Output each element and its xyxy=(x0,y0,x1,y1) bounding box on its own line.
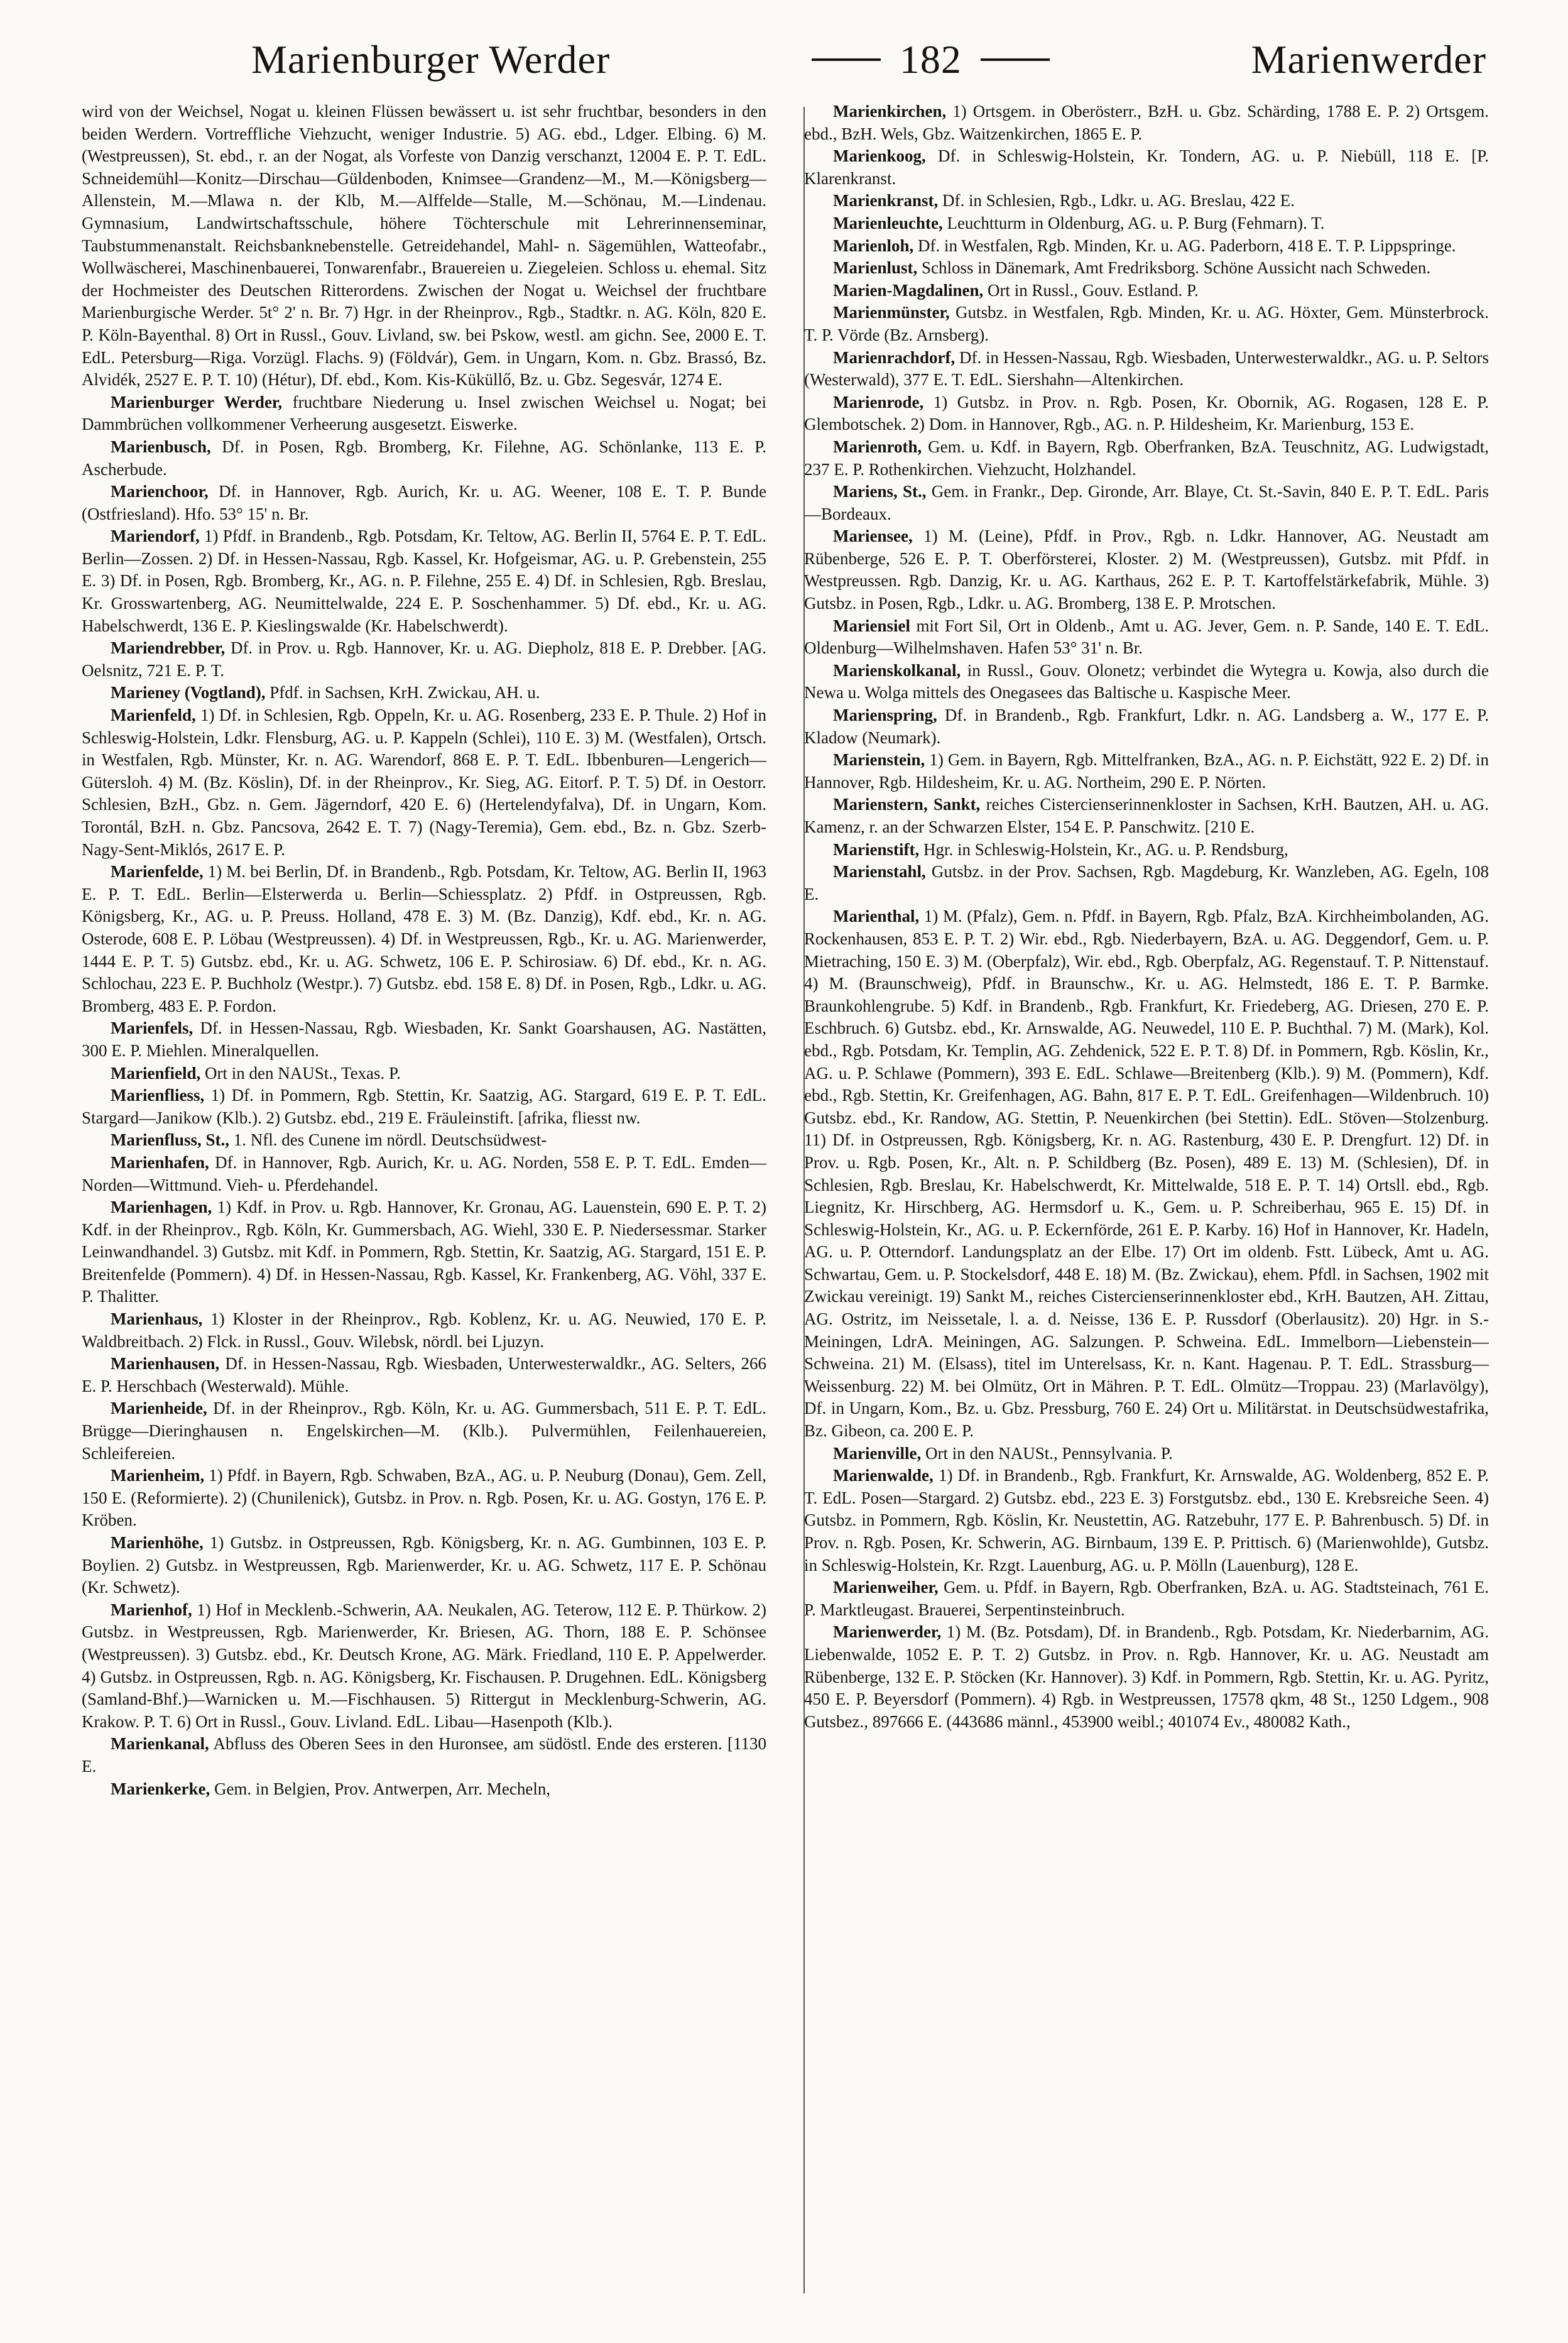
entry-text: 1) M. bei Berlin, Df. in Brandenb., Rgb. Potsdam, Kr. Teltow, AG. Berlin II, 1963 E. P. T. EdL. Berlin—Elsterwerda u. Berlin—Schiessplatz. 2) Pfdf. in Ostpreussen, Rgb. Königsberg, Kr., AG. u. P. Preuss. Holland, 478 E. 3) M. (Bz. Danzig), Kdf. ebd., Kr. n. AG. Osterode, 608 E. P. Löbau (Westpreussen). 4) Df. in Westpreussen, Rgb., Kr. u. AG. Marienwerder, 1444 E. P. T. 5) Gutsbz. ebd., Kr. u. AG. Schwetz, 106 E. P. Schirosiaw. 6) Df. ebd., Kr. n. AG. Schlochau, 223 E. P. Buchholz (Westpr.). 7) Gutsbz. ebd. 158 E. 8) Df. in Posen, Rgb., Ldkr. u. AG. Bromberg, 483 E. P. Fordon. xyxy=(82,862,766,1015)
entry-headword: Marienkerke, xyxy=(111,1779,210,1798)
entry-headword: Marienhagen, xyxy=(111,1198,212,1217)
entry-text: Leuchtturm in Oldenburg, AG. u. P. Burg (Fehmarn). T. xyxy=(942,213,1325,232)
entry-headword: Marienchoor, xyxy=(111,482,209,501)
entry-headword: Mariensee, xyxy=(833,527,913,546)
dictionary-entry xyxy=(804,235,1489,258)
dictionary-entry xyxy=(82,1397,766,1465)
entry-headword: Marienbusch, xyxy=(111,437,211,456)
entry-headword: Marienloh, xyxy=(833,236,914,255)
entry-text: in Russl., Gouv. Olonetz; verbindet die Wytegra u. Kowja, also durch die Newa u. Wolga mittels des Onegasees das Baltische u. Kaspische Meer. xyxy=(804,660,1489,702)
header-dash-left xyxy=(812,58,881,61)
dictionary-entry xyxy=(804,347,1489,391)
entry-text: Df. in Hessen-Nassau, Rgb. Wiesbaden, Unterwesterwaldkr., AG. u. P. Seltors (Westerwald), 377 E. T. EdL. Siershahn—Altenkirchen. xyxy=(804,347,1489,390)
entry-headword: Marienhaus, xyxy=(111,1309,203,1329)
header-page-number-group xyxy=(793,36,1069,83)
entry-text: Gem. in Belgien, Prov. Antwerpen, Arr. Mecheln, xyxy=(210,1779,551,1798)
right-column xyxy=(804,101,1489,2300)
entry-text: Df. in der Rheinprov., Rgb. Köln, Kr. u. AG. Gummersbach, 511 E. P. T. EdL. Brügge—Dieringhausen n. Engelskirchen—M. (Klb.). Pulvermühlen, Feilenhauereien, Schleifereien. xyxy=(82,1399,766,1463)
entry-text: Gutsbz. in Westfalen, Rgb. Minden, Kr. u. AG. Höxter, Gem. Münsterbrock. T. P. Vörde (Bz. Arnsberg). xyxy=(804,303,1489,344)
entry-text: wird von der Weichsel, Nogat u. kleinen Flüssen bewässert u. ist sehr fruchtbar, besonders in den beiden Werdern. Vortreffliche Viehzucht, weniger Industrie. 5) AG. ebd., Ldger. Elbing. 6) M. (Westpreussen), St. ebd., r. an der Nogat, als Vorfeste von Danzig verschanzt, 12004 E. P. T. EdL. Schneidemühl—Konitz—Dirschau—Güldenboden, Knimsee—Grandenz—M., M.—Königsberg—Allenstein, M.—Mlawa n. der Klb, M.—Alffelde—Stalle, M.—Schönau, M.—Lindenau. Gymnasium, Landwirtschaftsschule, höhere Töchterschule mit Lehrerinnenseminar, Taubstummenanstalt. Reichsbanknebenstelle. Getreidehandel, Mahl- n. Sägemühlen, Watteofabr., Wollwäscherei, Maschinenbauerei, Tonwarenfabr., Brauereien u. Ziegeleien. Schloss u. ehemal. Sitz der Hochmeister des Deutschen Ritterordens. Zwischen der Nogat u. Weichsel der fruchtbare Marienburgische Werder. 5t° 2' n. Br. 7) Hgr. in der Rheinprov., Rgb., Stadtkr. n. AG. Köln, 820 E. P. Köln-Bayenthal. 8) Ort in Russl., Gouv. Livland, sw. bei Pskow, westl. am gichn. See, 2000 E. T. EdL. Petersburg—Riga. Vorzügl. Flachs. 9) (Földvár), Gem. in Ungarn, Kom. n. Gbz. Brassó, Bz. Alvidék, 2527 E. P. T. 10) (Hétur), Df. ebd., Kom. Kis-Küküllő, Bz. u. Gbz. Segesvár, 1274 E. xyxy=(82,102,766,390)
page-header xyxy=(251,25,1486,94)
entry-text: 1) Hof in Mecklenb.-Schwerin, AA. Neukalen, AG. Teterow, 112 E. P. Thürkow. 2) Gutsbz. in Westpreussen, Rgb. Marienwerder, Kr. Briesen, AG. Thorn, 188 E. P. Schönsee (Westpreussen). 3) Gutsbz. ebd., Kr. Deutsch Krone, AG. Märk. Friedland, 110 E. P. Appelwerder. 4) Gutsbz. in Ostpreussen, Rgb. n. AG. Königsberg, Kr. Fischausen. P. Drugehnen. EdL. Königsberg (Samland-Bhf.)—Warnicken u. M.—Fischhausen. 5) Rittergut in Mecklenburg-Schwerin, AG. Krakow. P. T. 6) Ort in Russl., Gouv. Livland. EdL. Libau—Hasenpoth (Klb.). xyxy=(82,1600,766,1731)
entry-text: Gem. u. Kdf. in Bayern, Rgb. Oberfranken, BzA. Teuschnitz, AG. Ludwigstadt, 237 E. P. Rothenkirchen. Viehzucht, Holzhandel. xyxy=(804,437,1489,479)
entry-text: 1) Df. in Pommern, Rgb. Stettin, Kr. Saatzig, AG. Stargard, 619 E. P. T. EdL. Stargard—Janikow (Klb.). 2) Gutsbz. ebd., 219 E. Fräuleinstift. [afrika, fliesst nw. xyxy=(82,1086,766,1127)
dictionary-entry xyxy=(804,1621,1489,1733)
dictionary-entry xyxy=(82,436,766,481)
dictionary-entry xyxy=(804,794,1489,838)
entry-headword: Marienkranst, xyxy=(833,191,939,210)
entry-text: reiches Cistercienserinnenkloster in Sachsen, KrH. Bautzen, AH. u. AG. Kamenz, r. an der Schwarzen Elster, 154 E. P. Panschwitz. [210 E. xyxy=(804,795,1489,836)
dictionary-entry xyxy=(82,637,766,682)
entry-text: Gutsbz. in der Prov. Sachsen, Rgb. Magdeburg, Kr. Wanzleben, AG. Egeln, 108 E. xyxy=(804,862,1489,904)
entry-text: Df. in Hannover, Rgb. Aurich, Kr. u. AG. Norden, 558 E. P. T. EdL. Emden—Norden—Wittmund. Vieh- u. Pferdehandel. xyxy=(82,1152,766,1194)
entry-headword: Marienroth, xyxy=(833,437,922,456)
entry-headword: Marienskolkanal, xyxy=(833,660,961,680)
dictionary-entry xyxy=(82,1733,766,1778)
entry-text: Df. in Brandenb., Rgb. Frankfurt, Ldkr. n. AG. Landsberg a. W., 177 E. P. Kladow (Neumark). xyxy=(804,706,1489,747)
dictionary-entry xyxy=(82,391,766,436)
entry-headword: Marienkanal, xyxy=(111,1734,209,1754)
dictionary-entry xyxy=(82,1778,766,1801)
dictionary-entry xyxy=(804,660,1489,704)
entry-headword: Marienfelde, xyxy=(111,862,204,882)
entry-headword: Marienfluss, St., xyxy=(111,1130,229,1150)
entry-text: Schloss in Dänemark, Amt Fredriksborg. Schöne Aussicht nach Schweden. xyxy=(917,258,1431,278)
entry-headword: Marienhausen, xyxy=(111,1354,220,1374)
dictionary-entry xyxy=(82,481,766,525)
entry-headword: Marienfield, xyxy=(111,1063,201,1083)
dictionary-entry xyxy=(82,1196,766,1308)
entry-headword: Marienfliess, xyxy=(111,1086,205,1105)
entry-text: 1) Gutsbz. in Ostpreussen, Rgb. Königsberg, Kr. n. AG. Gumbinnen, 103 E. P. Boylien. 2) Gutsbz. in Westpreussen, Rgb. Marienwerder, Kr. u. AG. Schwetz, 117 E. P. Schönau (Kr. Schwetz). xyxy=(82,1533,766,1597)
entry-text: Hgr. in Schleswig-Holstein, Kr., AG. u. P. Rendsburg, xyxy=(919,839,1288,859)
dictionary-entry xyxy=(82,1152,766,1196)
header-right-title: Marienwerder xyxy=(1251,37,1486,82)
entry-headword: Mariens, St., xyxy=(833,482,927,501)
entry-headword: Marienstein, xyxy=(833,750,925,770)
entry-text: Df. in Schlesien, Rgb., Ldkr. u. AG. Breslau, 422 E. xyxy=(938,191,1295,210)
entry-text: 1) Df. in Brandenb., Rgb. Frankfurt, Kr. Arnswalde, AG. Woldenberg, 852 E. P. T. EdL. Posen—Stargard. 2) Gutsbz. ebd., 223 E. 3) Forstgutsbz. ebd., 130 E. Krebsreiche Seen. 4) Gutsbz. in Pommern, Rgb. Köslin, Kr. Neustettin, AG. Ratzebuhr, 177 E. P. Bahrenbusch. 5) Df. in Prov. n. Rgb. Posen, Kr. Schwerin, AG. Birnbaum, 139 E. P. Prittisch. 6) (Marienwohlde), Gutsbz. in Schleswig-Holstein, Kr. Rzgt. Lauenburg, AG. u. P. Mölln (Lauenburg), 128 E. xyxy=(804,1466,1489,1575)
entry-headword: Marienstahl, xyxy=(833,862,926,882)
entry-headword: Marienstern, Sankt, xyxy=(833,795,981,814)
dictionary-entry xyxy=(804,1576,1489,1621)
header-dash-right xyxy=(981,58,1050,61)
entry-text: 1) M. (Bz. Potsdam), Df. in Brandenb., Rgb. Potsdam, Kr. Niederbarnim, AG. Liebenwalde, 1052 E. P. T. 2) Gutsbz. in Prov. n. Rgb. Hannover, Kr. u. AG. Neustadt am Rübenberge, 132 E. P. Stöcken (Kr. Hannover). 3) Kdf. in Pommern, Rgb. Stettin, Kr. u. AG. Pyritz, 450 E. P. Beyersdorf (Pommern). 4) Rgb. in Westpreussen, 17578 qkm, 48 St., 1250 Ldgem., 908 Gutsbez., 897666 E. (443686 männl., 453900 weibl.; 401074 Ev., 480082 Kath., xyxy=(804,1622,1489,1731)
entry-text: 1) Gutsbz. in Prov. n. Rgb. Posen, Kr. Obornik, AG. Rogasen, 128 E. P. Glembotschek. 2) Dom. in Hannover, Rgb., AG. n. P. Hildesheim, Kr. Marienburg, 153 E. xyxy=(804,392,1489,434)
entry-text: Df. in Hessen-Nassau, Rgb. Wiesbaden, Unterwesterwaldkr., AG. Selters, 266 E. P. Herschbach (Westerwald). Mühle. xyxy=(82,1354,766,1395)
header-left-title: Marienburger Werder xyxy=(251,37,611,82)
entry-text: 1) M. (Pfalz), Gem. n. Pfdf. in Bayern, Rgb. Pfalz, BzA. Kirchheimbolanden, AG. Rockenhausen, 853 E. P. T. 2) Wir. ebd., Rgb. Niederbayern, BzA. u. AG. Deggendorf, Gem. u. P. Mietraching, 150 E. 3) M. (Oberpfalz), Wir. ebd., Rgb. Oberpfalz, AG. Regenstauf. T. P. Nittenstauf. 4) M. (Braunschweig), Pfdf. in Braunschw., Kr. u. AG. Helmstedt, 186 E. T. P. Barmke. Braunkohlengrube. 5) Kdf. in Brandenb., Rgb. Frankfurt, Kr. Friedeberg, AG. Driesen, 270 E. P. Eschbruch. 6) Gutsbz. ebd., Kr. Arnswalde, AG. Neuwedel, 110 E. P. Buchthal. 7) M. (Mark), Kol. ebd., Rgb. Potsdam, Kr. Templin, AG. Zehdenick, 522 E. P. T. 8) Df. in Pommern, Rgb. Köslin, Kr., AG. u. P. Schlawe (Pommern), 393 E. EdL. Schlawe—Breitenberg (Klb.). 9) M. (Pommern), Kdf. ebd., Rgb. Stettin, Kr. Greifenhagen, AG. Bahn, 817 E. P. T. EdL. Greifenhagen—Wildenbruch. 10) Gutsbz. ebd., Kr. Randow, AG. Stettin, P. Neuenkirchen (bei Stettin). EdL. Stöven—Stolzenburg. 11) Df. in Ostpreussen, Rgb. Königsberg, Kr. n. AG. Rastenburg, 430 E. P. Drengfurt. 12) Df. in Prov. u. Rgb. Posen, Kr., Alt. n. P. Schildberg (Bz. Posen), 489 E. 13) M. (Schlesien), Df. in Schlesien, Rgb. Breslau, Kr. Habelschwerdt, Kr. Mittelwalde, 518 E. P. T. 14) Ortsll. ebd., Rgb. Liegnitz, Kr. Hirschberg, AG. Hermsdorf u. K., Gem. u. P. Schreiberhau, 965 E. 15) Df. in Schleswig-Holstein, Kr., AG. u. P. Eckernförde, 261 E. P. Karby. 16) Hof in Hannover, Kr. Hadeln, AG. u. P. Otterndorf. Landungsplatz an der Elbe. 17) Ort im oldenb. Fstt. Lübeck, Amt u. AG. Schwartau, Gem. u. P. Stockelsdorf, 448 E. 18) M. (Bz. Zwickau), ehem. Pfdl. in Sachsen, 1902 mit Zwickau vereinigt. 19) Sankt M., reiches Cistercienserinnenkloster ebd., KrH. Bautzen, AH. Zittau, AG. Ostritz, im Neissetale, l. a. d. Neisse, 136 E. P. Russdorf (Oberlausitz). 20) Hgr. in S.-Meiningen, LdrA. Meiningen, AG. Salzungen. P. Schweina. EdL. Immelborn—Liebenstein—Schweina. 21) M. (Elsass), titel im Unterelsass, Kr. n. Kant. Hagenau. P. T. EdL. Strassburg—Weissenburg. 22) M. bei Olmütz, Ort in Mähren. P. T. EdL. Olmütz—Troppau. 23) (Marlavölgy), Df. in Ungarn, Kom., Bz. u. Gbz. Pressburg, 760 E. 24) Ort u. Militärstat. in Deutschsüdwestafrika, Bz. Gibeon, ca. 200 E. P. xyxy=(804,907,1489,1441)
dictionary-entry xyxy=(82,1084,766,1129)
entry-text: Df. in Hessen-Nassau, Rgb. Wiesbaden, Kr. Sankt Goarshausen, AG. Nastätten, 300 E. P. Miehlen. Mineralquellen. xyxy=(82,1019,766,1060)
dictionary-entry xyxy=(82,682,766,704)
dictionary-entry xyxy=(804,101,1489,145)
entry-text: mit Fort Sil, Ort in Oldenb., Amt u. AG. Jever, Gem. n. P. Sande, 140 E. T. EdL. Oldenburg—Wilhelmshaven. Hafen 53° 31' n. Br. xyxy=(804,616,1489,658)
entry-text: 1. Nfl. des Cunene im nördl. Deutschsüdwest- xyxy=(229,1130,547,1150)
entry-headword: Marienhafen, xyxy=(111,1152,209,1172)
dictionary-entry xyxy=(804,280,1489,302)
entry-text: Df. in Posen, Rgb. Bromberg, Kr. Filehne, AG. Schönlanke, 113 E. P. Ascherbude. xyxy=(82,437,766,479)
dictionary-entry xyxy=(804,302,1489,346)
entry-headword: Marienheim, xyxy=(111,1466,205,1485)
entry-text: 1) Df. in Schlesien, Rgb. Oppeln, Kr. u. AG. Rosenberg, 233 E. P. Thule. 2) Hof in Schleswig-Holstein, Ldkr. Flensburg, AG. u. P. Kappeln (Schlei), 110 E. 3) M. (Westfalen), Ortsch. in Westfalen, Rgb. Münster, Kr. n. AG. Warendorf, 868 E. P. T. EdL. Ibbenburen—Lengerich—Gütersloh. 4) M. (Bz. Köslin), Df. in der Rheinprov., Kr. Sieg, AG. Eitorf. P. T. 5) Df. in Oestorr. Schlesien, BzH., Gbz. n. Gem. Jägerndorf, 420 E. 6) (Hertelendyfalva), Df. in Ungarn, Kom. Torontál, BzH. n. Gbz. Pancsova, 2642 E. T. 7) (Nagy-Teremia), Gem. ebd., Bz. n. Gbz. Szerb-Nagy-Sent-Miklós, 2617 E. P. xyxy=(82,706,766,859)
entry-headword: Marienhöhe, xyxy=(111,1533,204,1552)
dictionary-entry xyxy=(82,1017,766,1062)
entry-headword: Marienheide, xyxy=(111,1399,207,1418)
entry-text: Gem. u. Pfdf. in Bayern, Rgb. Oberfranken, BzA. u. AG. Stadtsteinach, 761 E. P. Marktleugast. Brauerei, Serpentinsteinbruch. xyxy=(804,1578,1489,1619)
dictionary-entry xyxy=(804,190,1489,212)
dictionary-entry xyxy=(82,1353,766,1397)
entry-headword: Marienspring, xyxy=(833,706,937,725)
entry-text: Ort in den NAUSt., Texas. P. xyxy=(200,1063,401,1083)
dictionary-entry xyxy=(804,905,1489,1442)
dictionary-entry xyxy=(804,1465,1489,1576)
dictionary-entry xyxy=(804,257,1489,280)
entry-headword: Marienthal, xyxy=(833,907,920,926)
entry-text: Ort in den NAUSt., Pennsylvania. P. xyxy=(921,1443,1173,1463)
entry-headword: Marieney (Vogtland), xyxy=(111,683,266,702)
dictionary-entry xyxy=(804,391,1489,436)
dictionary-entry xyxy=(804,145,1489,190)
dictionary-entry xyxy=(82,704,766,861)
dictionary-entry xyxy=(82,101,766,391)
entry-headword: Marienlust, xyxy=(833,258,918,278)
entry-headword: Marienkirchen, xyxy=(833,102,947,121)
dictionary-entry xyxy=(804,704,1489,749)
entry-headword: Marienville, xyxy=(833,1443,922,1463)
entry-headword: Marienfeld, xyxy=(111,706,196,725)
entry-text: Gem. in Frankr., Dep. Gironde, Arr. Blaye, Ct. St.-Savin, 840 E. P. T. EdL. Paris—Bordeaux. xyxy=(804,482,1489,523)
entry-text: Df. in Westfalen, Rgb. Minden, Kr. u. AG. Paderborn, 418 E. T. P. Lippspringe. xyxy=(913,236,1456,255)
entry-headword: Marienkoog, xyxy=(833,146,926,166)
page-number: 182 xyxy=(899,37,962,82)
dictionary-entry xyxy=(82,1465,766,1532)
dictionary-entry xyxy=(804,749,1489,794)
entry-text: 1) Kdf. in Prov. u. Rgb. Hannover, Kr. Gronau, AG. Lauenstein, 690 E. P. T. 2) Kdf. in der Rheinprov., Rgb. Köln, Kr. Gummersbach, AG. Wiehl, 330 E. P. Niedersessmar. Starker Leinwandhandel. 3) Gutsbz. mit Kdf. in Pommern, Rgb. Stettin, Kr. Saatzig, AG. Stargard, 151 E. P. Breitenfelde (Pommern). 4) Df. in Hessen-Nassau, Rgb. Kassel, Kr. Frankenberg, AG. Vöhl, 337 E. P. Thalitter. xyxy=(82,1198,766,1306)
entry-text: Df. in Hannover, Rgb. Aurich, Kr. u. AG. Weener, 108 E. T. P. Bunde (Ostfriesland). Hfo. 53° 15' n. Br. xyxy=(82,482,766,523)
entry-text: 1) Pfdf. in Bayern, Rgb. Schwaben, BzA., AG. u. P. Neuburg (Donau), Gem. Zell, 150 E. (Reformierte). 2) (Chunilenick), Gutsbz. in Prov. n. Rgb. Posen, Kr. u. AG. Gostyn, 176 E. P. Kröben. xyxy=(82,1466,766,1530)
dictionary-entry xyxy=(804,436,1489,481)
entry-headword: Marienweiher, xyxy=(833,1578,939,1597)
entry-headword: Marien-Magdalinen, xyxy=(833,280,984,300)
entry-text: Df. in Prov. u. Rgb. Hannover, Kr. u. AG. Diepholz, 818 E. P. Drebber. [AG. Oelsnitz, 721 E. P. T. xyxy=(82,638,766,680)
dictionary-entry xyxy=(804,861,1489,905)
dictionary-entry xyxy=(82,525,766,637)
entry-headword: Marienmünster, xyxy=(833,303,950,322)
entry-text: 1) Ortsgem. in Oberösterr., BzH. u. Gbz. Schärding, 1788 E. P. 2) Ortsgem. ebd., BzH. Wels, Gbz. Waitzenkirchen, 1865 E. P. xyxy=(804,102,1489,143)
entry-text: Pfdf. in Sachsen, KrH. Zwickau, AH. u. xyxy=(265,683,540,702)
dictionary-entry xyxy=(82,1308,766,1353)
dictionary-entry xyxy=(804,212,1489,235)
dictionary-entry xyxy=(82,1129,766,1152)
entry-headword: Mariendrebber, xyxy=(111,638,226,658)
entry-headword: Marienburger Werder, xyxy=(111,392,283,412)
dictionary-entry xyxy=(82,861,766,1017)
entry-text: Abfluss des Oberen Sees in den Huronsee, am südöstl. Ende des ersteren. [1130 E. xyxy=(82,1734,766,1776)
entry-headword: Marienwerder, xyxy=(833,1622,942,1642)
dictionary-entry xyxy=(804,1443,1489,1465)
left-column xyxy=(82,101,766,2300)
entry-headword: Marienfels, xyxy=(111,1019,193,1038)
entry-text: Ort in Russl., Gouv. Estland. P. xyxy=(983,280,1199,300)
entry-text: 1) Pfdf. in Brandenb., Rgb. Potsdam, Kr. Teltow, AG. Berlin II, 5764 E. P. T. EdL. Berlin—Zossen. 2) Df. in Hessen-Nassau, Rgb. Kassel, Kr. Hofgeismar, AG. u. P. Grebenstein, 255 E. 3) Df. in Posen, Rgb. Bromberg, Kr., AG. n. P. Filehne, 255 E. 4) Df. in Schlesien, Rgb. Breslau, Kr. Grosswartenberg, AG. Neumittelwalde, 224 E. P. Soschenhammer. 5) Df. ebd., Kr. u. AG. Habelschwerdt, 136 E. P. Kieslingswalde (Kr. Habelschwerdt). xyxy=(82,527,766,635)
entry-text: 1) M. (Leine), Pfdf. in Prov., Rgb. n. Ldkr. Hannover, AG. Neustadt am Rübenberge, 526 E. P. T. Oberförsterei, Kloster. 2) M. (Westpreussen), Gutsbz. mit Pfdf. in Westpreussen. Rgb. Danzig, Kr. u. AG. Karthaus, 262 E. P. T. Kartoffelstärkefabrik, Mühle. 3) Gutsbz. in Posen, Rgb., Ldkr. u. AG. Bromberg, 138 E. P. Mrotschen. xyxy=(804,527,1489,613)
entry-headword: Marienrode, xyxy=(833,392,924,412)
dictionary-entry xyxy=(804,525,1489,614)
entry-text: 1) Kloster in der Rheinprov., Rgb. Koblenz, Kr. u. AG. Neuwied, 170 E. P. Waldbreitbach. 2) Flck. in Russl., Gouv. Wilebsk, nördl. bei Ljuzyn. xyxy=(82,1309,766,1351)
dictionary-entry xyxy=(82,1599,766,1734)
entry-text: 1) Gem. in Bayern, Rgb. Mittelfranken, BzA., AG. n. P. Eichstätt, 922 E. 2) Df. in Hannover, Rgb. Hildesheim, Kr. u. AG. Northeim, 290 E. P. Nörten. xyxy=(804,750,1489,792)
entry-text: Df. in Schleswig-Holstein, Kr. Tondern, AG. u. P. Niebüll, 118 E. [P. Klarenkranst. xyxy=(804,146,1489,188)
entry-headword: Mariendorf, xyxy=(111,527,200,546)
entry-headword: Marienstift, xyxy=(833,839,920,859)
dictionary-entry xyxy=(82,1532,766,1599)
entry-headword: Marienhof, xyxy=(111,1600,192,1619)
dictionary-entry xyxy=(804,481,1489,525)
entry-headword: Mariensiel xyxy=(833,616,910,635)
entry-headword: Marienwalde, xyxy=(833,1466,934,1485)
entry-headword: Marienleuchte, xyxy=(833,213,943,232)
entry-headword: Marienrachdorf, xyxy=(833,347,956,367)
entry-text: fruchtbare Niederung u. Insel zwischen Weichsel u. Nogat; bei Dammbrüchen vollkommener Verheerung ausgesetzt. Eiswerke. xyxy=(82,392,766,434)
text-columns xyxy=(82,101,1489,2300)
dictionary-entry xyxy=(82,1062,766,1085)
dictionary-entry xyxy=(804,839,1489,861)
dictionary-entry xyxy=(804,615,1489,660)
